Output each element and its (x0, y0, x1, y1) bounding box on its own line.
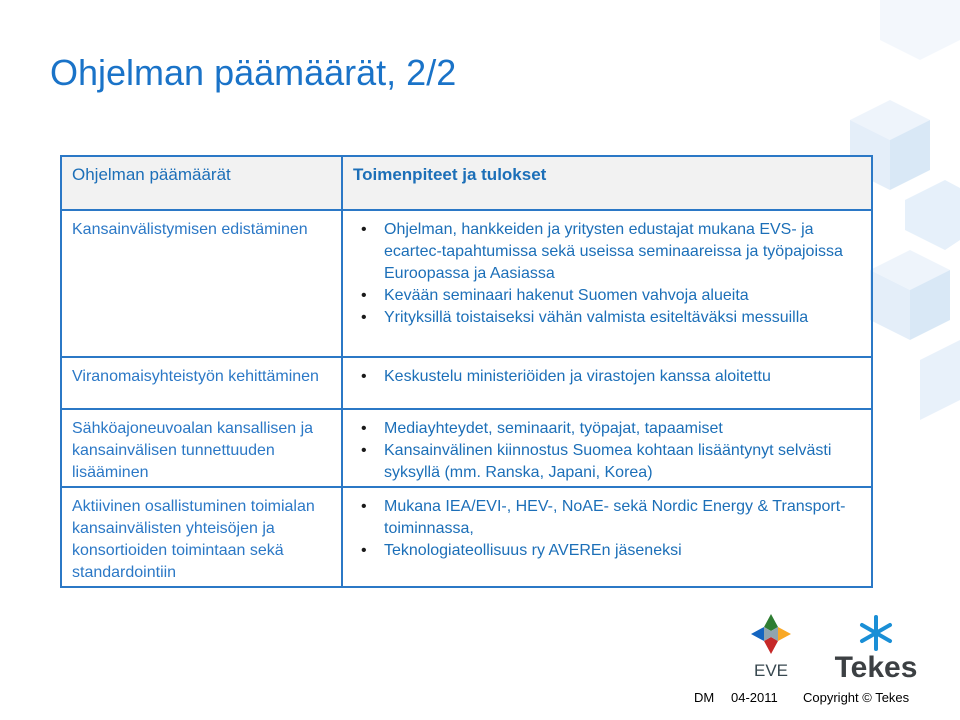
action-item: • Ohjelman, hankkeiden ja yritysten edustajat mukana EVS- ja ecartec-tapahtumissa sekä useissa seminaareissa ja työpajoissa Euroopassa ja Aasiassa (361, 219, 863, 285)
actions-cell (342, 210, 872, 357)
actions-cell (342, 357, 872, 409)
footer-author: DM (694, 690, 715, 705)
slide-title: Ohjelman päämäärät, 2/2 (50, 52, 457, 93)
header-goals: Ohjelman päämäärät (61, 156, 342, 210)
table-row (61, 409, 872, 487)
goal-cell: Kansainvälistymisen edistäminen (61, 210, 342, 357)
footer-date: 04-2011 (731, 690, 778, 705)
goal-cell: Aktiivinen osallistuminen toimialan kansainvälisten yhteisöjen ja konsortioiden toimintaan sekä standardointiin (61, 487, 342, 587)
goal-cell: Viranomaisyhteistyön kehittäminen (61, 357, 342, 409)
action-item: • Mukana IEA/EVI-, HEV-, NoAE- sekä Nordic Energy & Transport-toiminnassa, (361, 496, 863, 540)
table-row (61, 487, 872, 587)
action-item: • Kevään seminaari hakenut Suomen vahvoja alueita (361, 285, 863, 307)
tekes-label: Tekes (834, 651, 918, 684)
footer-copyright: Copyright © Tekes (803, 690, 910, 705)
action-item: • Kansainvälinen kiinnostus Suomea kohtaan lisääntynyt selvästi syksyllä (mm. Ranska, Japani, Korea) (361, 440, 863, 484)
eve-logo (745, 610, 797, 682)
goals-table (60, 155, 873, 588)
action-item: • Mediayhteydet, seminaarit, työpajat, tapaamiset (361, 418, 863, 440)
actions-cell (342, 409, 872, 487)
table-row (61, 357, 872, 409)
table-row (61, 210, 872, 357)
table-header-row (61, 156, 872, 210)
eve-label: EVE (753, 661, 789, 680)
action-item: • Teknologiateollisuus ry AVEREn jäseneksi (361, 540, 863, 562)
action-item: • Keskustelu ministeriöiden ja virastojen kanssa aloitettu (361, 366, 863, 388)
action-item: • Yrityksillä toistaiseksi vähän valmista esiteltäväksi messuilla (361, 307, 863, 329)
actions-cell (342, 487, 872, 587)
header-actions: Toimenpiteet ja tulokset (342, 156, 872, 210)
tekes-logo (826, 613, 926, 685)
goal-cell: Sähköajoneuvoalan kansallisen ja kansainvälisen tunnettuuden lisääminen (61, 409, 342, 487)
